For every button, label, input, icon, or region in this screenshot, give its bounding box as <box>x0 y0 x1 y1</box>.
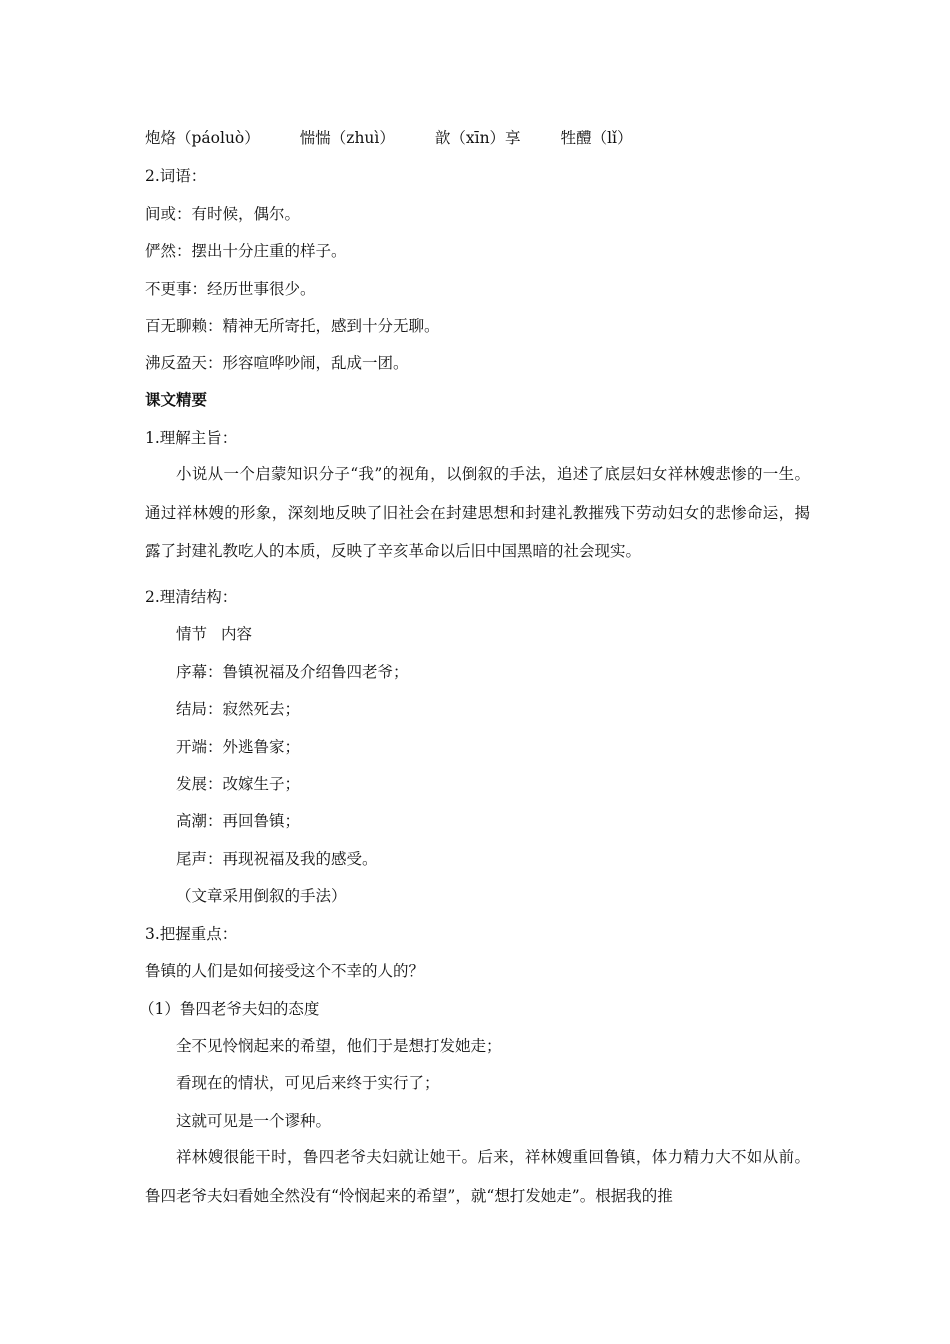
structure-note: （文章采用倒叙的手法） <box>176 887 347 905</box>
structure-heading: 2.理清结构： <box>145 588 238 606</box>
analysis-paragraph: 祥林嫂很能干时，鲁四老爷夫妇就让她干。后来，祥林嫂重回鲁镇，体力精力大不如从前。鲁四老爷夫妇看她全然没有“怜悯起来的希望”，就“想打发她走”。根据我的推 <box>145 1148 810 1205</box>
vocab-item: 俨然：摆出十分庄重的样子。 <box>145 242 347 260</box>
vocab-heading: 2.词语： <box>145 167 207 185</box>
quote-line: 全不见怜悯起来的希望，他们于是想打发她走； <box>176 1037 502 1055</box>
structure-item: 尾声：再现祝福及我的感受。 <box>176 850 378 868</box>
focus-subheading: （1）鲁四老爷夫妇的态度 <box>139 1000 320 1018</box>
pronunciation-line <box>145 128 632 148</box>
structure-item: 发展：改嫁生子； <box>176 775 301 793</box>
pronunciation-item: 炮烙（páoluò） <box>145 129 260 147</box>
pronunciation-item: 歆（xīn）享 <box>434 129 521 147</box>
structure-col-plot: 情节 <box>176 625 208 643</box>
structure-col-content: 内容 <box>221 625 253 643</box>
quote-line: 看现在的情状，可见后来终于实行了； <box>176 1074 440 1092</box>
section-title: 课文精要 <box>145 391 208 409</box>
structure-item: 结局：寂然死去； <box>176 700 301 718</box>
structure-item: 开端：外逃鲁家； <box>176 738 301 756</box>
vocab-item: 沸反盈天：形容喧哗吵闹，乱成一团。 <box>145 354 409 372</box>
structure-item: 序幕：鲁镇祝福及介绍鲁四老爷； <box>176 663 409 681</box>
structure-item: 高潮：再回鲁镇； <box>176 812 301 830</box>
theme-paragraph: 小说从一个启蒙知识分子“我”的视角，以倒叙的手法，追述了底层妇女祥林嫂悲惨的一生。通过祥林嫂的形象，深刻地反映了旧社会在封建思想和封建礼教摧残下劳动妇女的悲惨命运，揭露了封建礼教吃人的本质，反映了辛亥革命以后旧中国黑暗的社会现实。 <box>145 465 810 560</box>
pronunciation-item: 牲醴（lǐ） <box>560 129 633 147</box>
focus-question: 鲁镇的人们是如何接受这个不幸的人的？ <box>145 962 425 980</box>
structure-header-row <box>176 624 252 644</box>
quote-line: 这就可见是一个谬种。 <box>176 1112 332 1130</box>
theme-heading: 1.理解主旨： <box>145 429 238 447</box>
vocab-item: 间或：有时候，偶尔。 <box>145 205 301 223</box>
vocab-item: 百无聊赖：精神无所寄托，感到十分无聊。 <box>145 317 440 335</box>
pronunciation-item: 惴惴（zhuì） <box>299 129 395 147</box>
focus-heading: 3.把握重点： <box>145 925 238 943</box>
vocab-item: 不更事：经历世事很少。 <box>145 280 316 298</box>
